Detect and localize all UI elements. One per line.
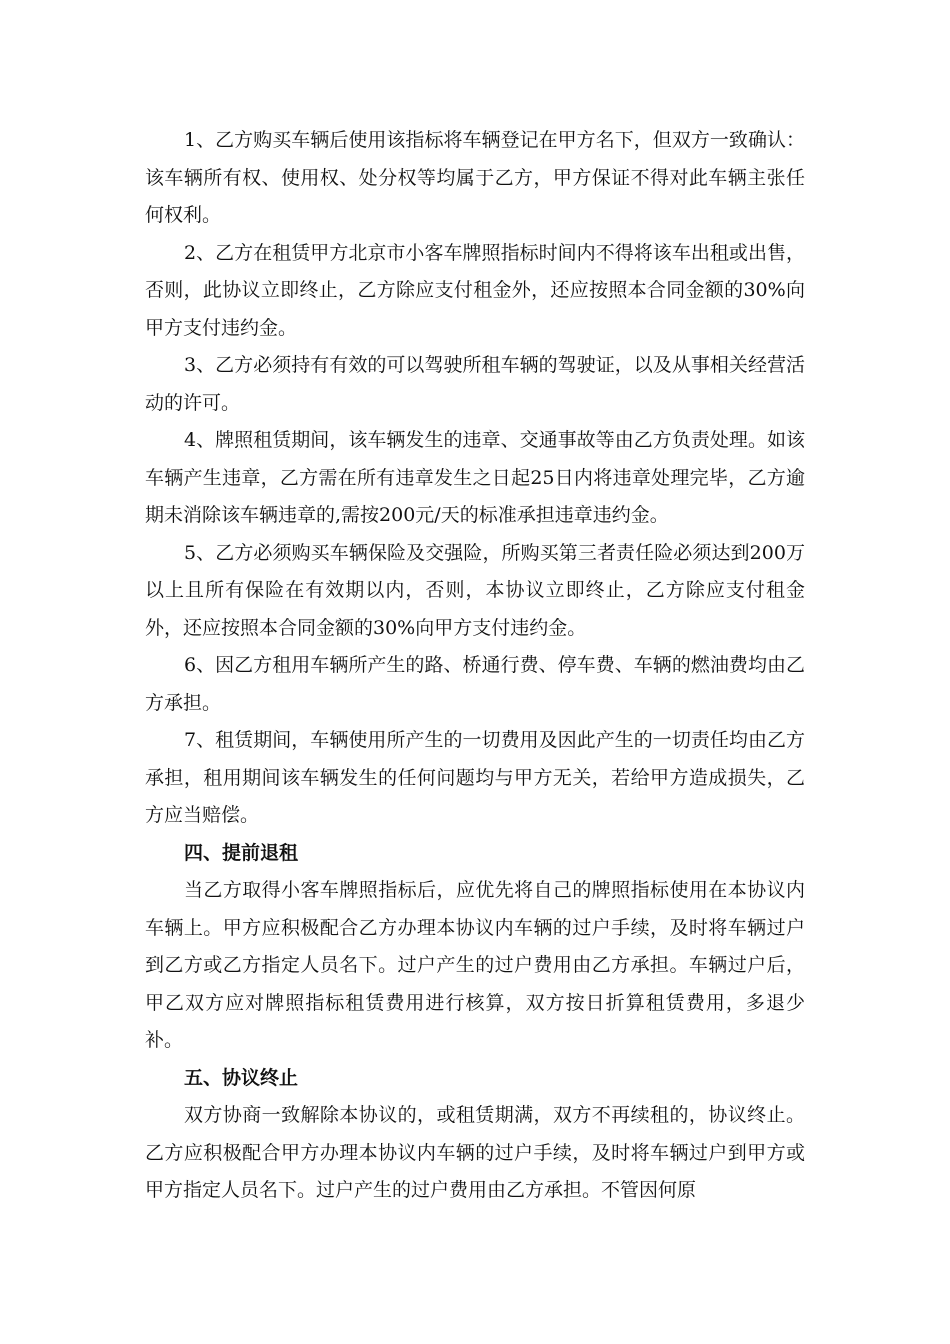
- section-body-agreement-termination: 双方协商一致解除本协议的，或租赁期满，双方不再续租的，协议终止。乙方应积极配合甲方办理本协议内车辆的过户手续，及时将车辆过户到甲方或甲方指定人员名下。过户产生的过户费用由乙方承担。不管因何原: [145, 1104, 805, 1201]
- section-heading-agreement-termination: 五、协议终止: [184, 1066, 299, 1089]
- section-heading-early-termination: 四、提前退租: [184, 841, 299, 864]
- clause-3: 3、乙方必须持有有效的可以驾驶所租车辆的驾驶证，以及从事相关经营活动的许可。: [145, 354, 805, 414]
- clause-7: 7、租赁期间，车辆使用所产生的一切费用及因此产生的一切责任均由乙方承担，租用期间该车辆发生的任何问题均与甲方无关，若给甲方造成损失，乙方应当赔偿。: [145, 729, 805, 826]
- clause-2: 2、乙方在租赁甲方北京市小客车牌照指标时间内不得将该车出租或出售，否则，此协议立即终止，乙方除应支付租金外，还应按照本合同金额的30%向甲方支付违约金。: [145, 241, 805, 339]
- section-body-early-termination: 当乙方取得小客车牌照指标后，应优先将自己的牌照指标使用在本协议内车辆上。甲方应积极配合乙方办理本协议内车辆的过户手续，及时将车辆过户到乙方或乙方指定人员名下。过户产生的过户费用由乙方承担。车辆过户后，甲乙双方应对牌照指标租赁费用进行核算，双方按日折算租赁费用，多退少补。: [145, 879, 805, 1051]
- clause-1: 1、乙方购买车辆后使用该指标将车辆登记在甲方名下，但双方一致确认：该车辆所有权、使用权、处分权等均属于乙方，甲方保证不得对此车辆主张任何权利。: [145, 129, 805, 226]
- document-page: [145, 122, 805, 1210]
- clause-5: 5、乙方必须购买车辆保险及交强险，所购买第三者责任险必须达到200万以上且所有保险在有效期以内，否则，本协议立即终止，乙方除应支付租金外，还应按照本合同金额的30%向甲方支付违约金。: [145, 541, 805, 639]
- clause-6: 6、因乙方租用车辆所产生的路、桥通行费、停车费、车辆的燃油费均由乙方承担。: [145, 654, 805, 714]
- clause-4: 4、牌照租赁期间，该车辆发生的违章、交通事故等由乙方负责处理。如该车辆产生违章，乙方需在所有违章发生之日起25日内将违章处理完毕，乙方逾期未消除该车辆违章的,需按200元/天的标准承担违章违约金。: [145, 429, 805, 526]
